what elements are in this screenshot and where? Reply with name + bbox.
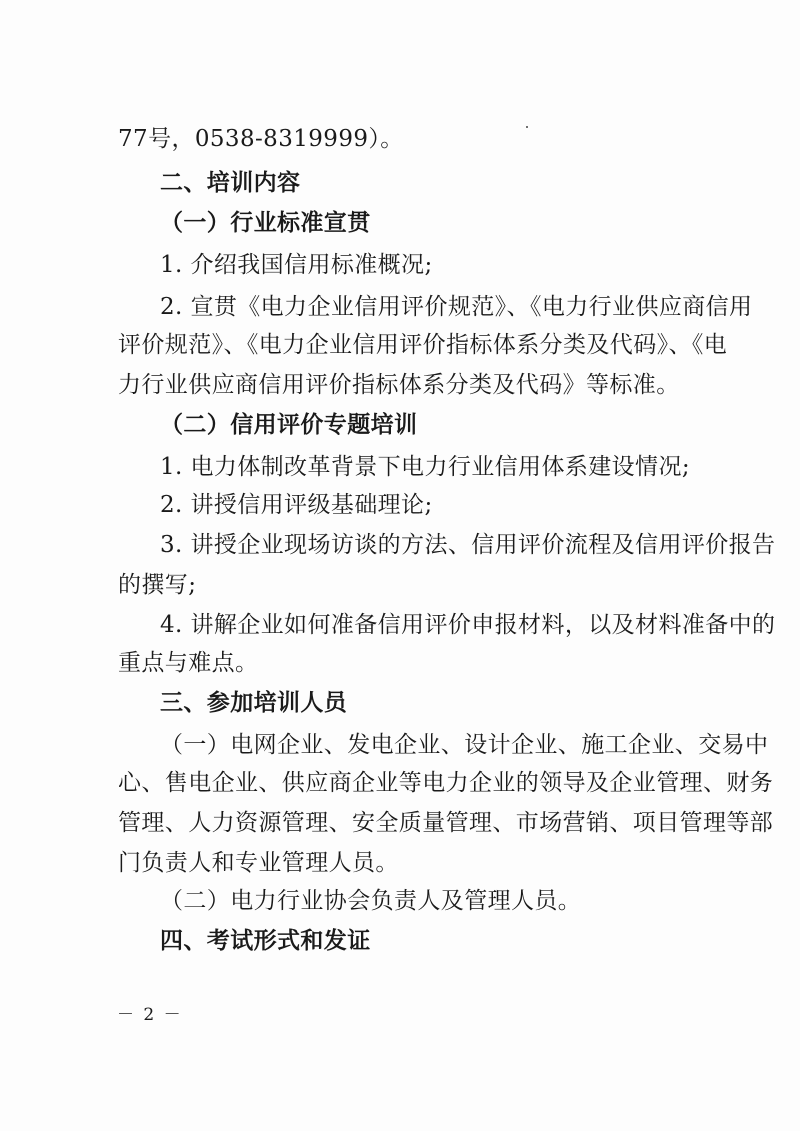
paragraph-line: 77号，0538-8319999）。 — [118, 126, 404, 152]
paragraph-line: （一）电网企业、发电企业、设计企业、施工企业、交易中 — [160, 732, 769, 758]
paragraph-line: 评价规范》、《电力企业信用评价指标体系分类及代码》、《电 — [118, 332, 728, 358]
paragraph-line: 4. 讲解企业如何准备信用评价申报材料，以及材料准备中的 — [160, 612, 776, 638]
paragraph-line: 力行业供应商信用评价指标体系分类及代码》等标准。 — [118, 372, 680, 398]
paragraph-line: 1. 电力体制改革背景下电力行业信用体系建设情况; — [160, 454, 691, 480]
paragraph-line: 1. 介绍我国信用标准概况; — [160, 252, 433, 278]
paragraph-line: 门负责人和专业管理人员。 — [118, 850, 399, 876]
subheading-standards: （一）行业标准宣贯 — [160, 209, 371, 236]
paragraph-line: （二）电力行业协会负责人及管理人员。 — [160, 888, 582, 914]
paragraph-line: 的撰写; — [118, 572, 197, 598]
paragraph-line: 管理、人力资源管理、安全质量管理、市场营销、项目管理等部 — [118, 810, 774, 836]
section-heading-participants: 三、参加培训人员 — [160, 689, 348, 716]
paragraph-line: 2. 讲授信用评级基础理论; — [160, 492, 433, 518]
section-heading-exam: 四、考试形式和发证 — [160, 927, 371, 954]
paragraph-line: 重点与难点。 — [118, 650, 259, 676]
subheading-credit-training: （二）信用评价专题培训 — [160, 411, 418, 438]
paragraph-line: 3. 讲授企业现场访谈的方法、信用评价流程及信用评价报告 — [160, 532, 776, 558]
section-heading-training-content: 二、培训内容 — [160, 169, 301, 196]
page-number: － 2 － — [117, 1005, 183, 1025]
paragraph-line: 心、售电企业、供应商企业等电力企业的领导及企业管理、财务 — [118, 770, 774, 796]
paragraph-line: 2. 宣贯《电力企业信用评价规范》、《电力行业供应商信用 — [160, 294, 753, 320]
